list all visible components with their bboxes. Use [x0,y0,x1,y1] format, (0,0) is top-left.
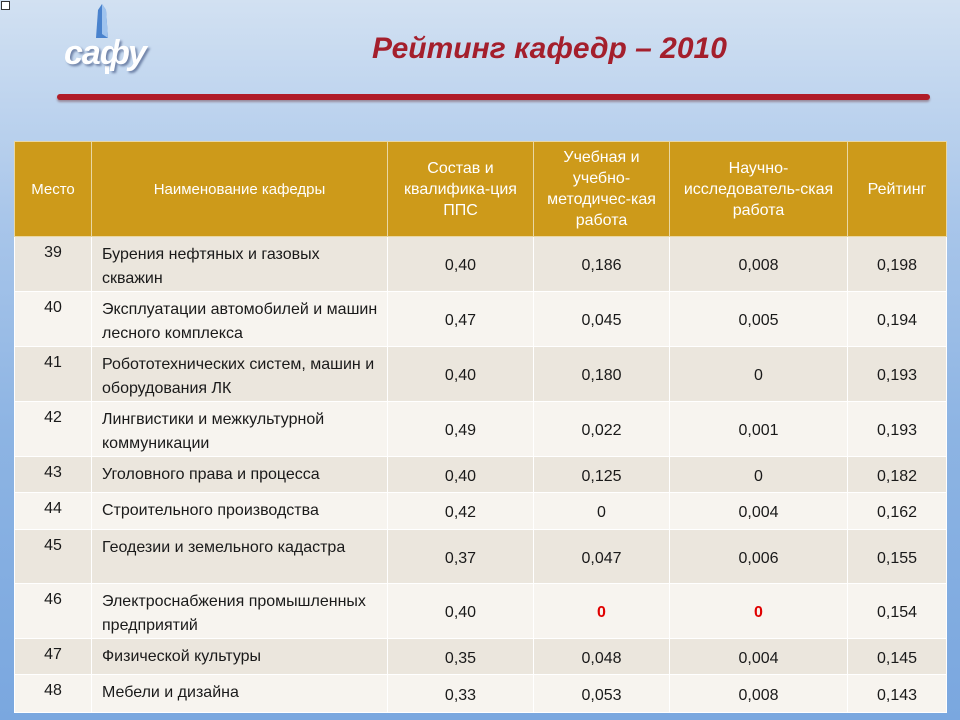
cell-name: Геодезии и земельного кадастра [92,530,388,584]
cell-research: 0,004 [670,639,848,675]
cell-teaching: 0,045 [534,292,670,347]
cell-research: 0,006 [670,530,848,584]
cell-research: 0 [670,584,848,639]
cell-rating: 0,182 [848,457,947,493]
cell-research: 0,005 [670,292,848,347]
cell-teaching: 0,125 [534,457,670,493]
header-teaching: Учебная и учебно-методичес-кая работа [534,142,670,237]
cell-rating: 0,155 [848,530,947,584]
cell-place: 47 [15,639,92,675]
table-row [15,347,947,402]
cell-place: 40 [15,292,92,347]
cell-place: 45 [15,530,92,584]
cell-research: 0,001 [670,402,848,457]
cell-staff: 0,33 [388,675,534,713]
cell-research: 0,004 [670,493,848,530]
cell-staff: 0,49 [388,402,534,457]
cell-name: Строительного производства [92,493,388,530]
cell-place: 43 [15,457,92,493]
cell-teaching: 0,053 [534,675,670,713]
cell-teaching: 0,186 [534,237,670,292]
cell-rating: 0,198 [848,237,947,292]
cell-staff: 0,42 [388,493,534,530]
cell-research: 0,008 [670,237,848,292]
table-row [15,292,947,347]
cell-research: 0 [670,347,848,402]
cell-rating: 0,193 [848,347,947,402]
cell-teaching: 0 [534,493,670,530]
title-underline [57,94,930,100]
table-row [15,639,947,675]
table-row [15,493,947,530]
cell-staff: 0,40 [388,237,534,292]
cell-rating: 0,193 [848,402,947,457]
table-row [15,237,947,292]
rating-table [14,141,947,713]
slide-title: Рейтинг кафедр – 2010 [372,32,727,65]
table-row [15,584,947,639]
header-name: Наименование кафедры [92,142,388,237]
cell-place: 41 [15,347,92,402]
cell-rating: 0,145 [848,639,947,675]
cell-teaching: 0 [534,584,670,639]
table-row [15,530,947,584]
header-staff: Состав и квалифика-ция ППС [388,142,534,237]
header-research: Научно-исследователь-ская работа [670,142,848,237]
cell-teaching: 0,048 [534,639,670,675]
cell-rating: 0,143 [848,675,947,713]
cell-teaching: 0,022 [534,402,670,457]
cell-place: 42 [15,402,92,457]
cell-name: Робототехнических систем, машин и оборудования ЛК [92,347,388,402]
cell-place: 44 [15,493,92,530]
cell-teaching: 0,180 [534,347,670,402]
table-header-row [15,142,947,237]
cell-name: Бурения нефтяных и газовых скважин [92,237,388,292]
table-row [15,402,947,457]
cell-staff: 0,40 [388,347,534,402]
cell-staff: 0,35 [388,639,534,675]
university-logo [62,4,144,76]
logo-text: сафу [64,34,146,72]
cell-name: Эксплуатации автомобилей и машин лесного комплекса [92,292,388,347]
cell-name: Мебели и дизайна [92,675,388,713]
header-rating: Рейтинг [848,142,947,237]
cell-staff: 0,40 [388,584,534,639]
cell-place: 46 [15,584,92,639]
cell-place: 48 [15,675,92,713]
cell-rating: 0,154 [848,584,947,639]
cell-name: Электроснабжения промышленных предприятий [92,584,388,639]
cell-staff: 0,37 [388,530,534,584]
header-place: Место [15,142,92,237]
cell-name: Физической культуры [92,639,388,675]
cell-name: Лингвистики и межкультурной коммуникации [92,402,388,457]
cell-rating: 0,194 [848,292,947,347]
table-row [15,675,947,713]
table-row [15,457,947,493]
cell-staff: 0,47 [388,292,534,347]
cell-place: 39 [15,237,92,292]
cell-name: Уголовного права и процесса [92,457,388,493]
cell-teaching: 0,047 [534,530,670,584]
cell-research: 0 [670,457,848,493]
cell-research: 0,008 [670,675,848,713]
cell-staff: 0,40 [388,457,534,493]
slide-corner-checkbox [1,1,10,10]
cell-rating: 0,162 [848,493,947,530]
